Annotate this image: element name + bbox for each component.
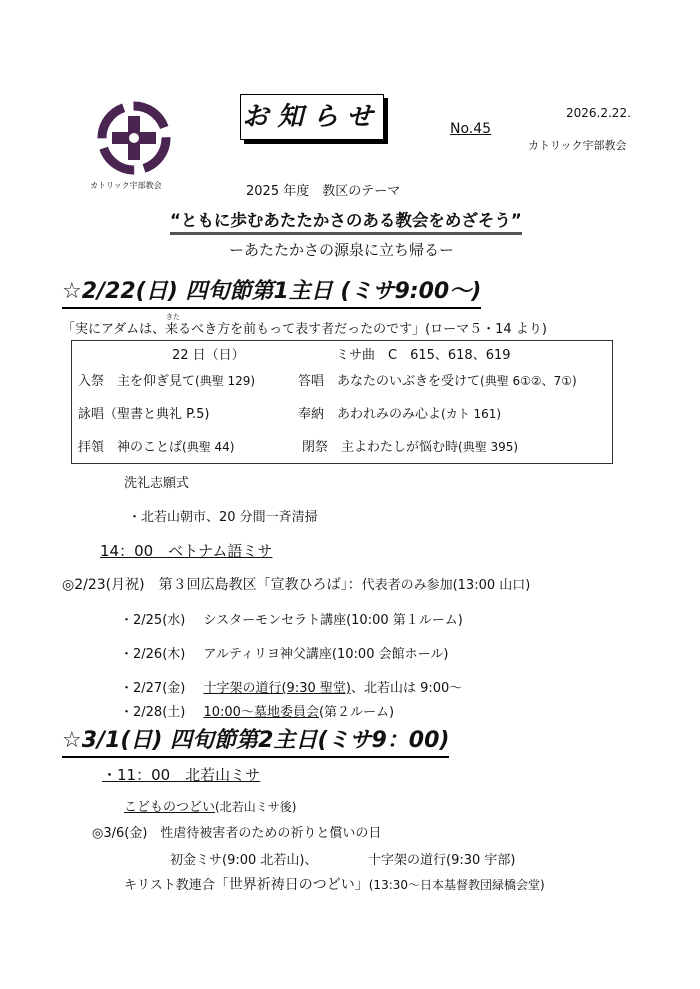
offertory-hymn-label: 奉納 あわれみのみ心よ bbox=[298, 407, 442, 422]
recessional-hymn-ref: (典聖 395) bbox=[458, 440, 519, 454]
event-0223 bbox=[62, 574, 530, 594]
kids-gathering bbox=[124, 796, 296, 815]
entrance-hymn-ref: (典聖 129) bbox=[195, 374, 256, 388]
event-0227-extra: 、北若山は 9:00～ bbox=[350, 681, 463, 696]
event-0228-extra: (第２ルーム) bbox=[318, 705, 395, 720]
world-prayer-day bbox=[124, 874, 545, 894]
response-hymn bbox=[298, 370, 577, 389]
cleaning-notice: ・北若山朝市、20 分間一斉清掃 bbox=[128, 510, 318, 525]
response-hymn-label: 答唱 あなたのいぶきを受けて bbox=[298, 374, 481, 389]
issue-number: No.45 bbox=[450, 121, 492, 137]
logo-caption: カトリック宇部教会 bbox=[90, 181, 162, 190]
event-0226-date: ・2/26(木) bbox=[120, 647, 186, 662]
event-0227 bbox=[120, 677, 462, 696]
church-logo bbox=[84, 98, 184, 194]
stations-of-cross: 十字架の道行(9:30 宇部) bbox=[368, 853, 516, 868]
event-0227-text: 十字架の道行(9:30 聖堂) bbox=[203, 681, 351, 696]
event-0226-text: アルティリヨ神父講座(10:00 会館ホール) bbox=[203, 647, 449, 662]
event-0228-text: 10:00～墓地委員会 bbox=[203, 705, 319, 720]
event-0225-date: ・2/25(水) bbox=[120, 613, 186, 628]
event-0306: ◎3/6(金) 性虐待被害者のための祈りと償いの日 bbox=[92, 826, 382, 841]
vietnamese-mass: 14：00 ベトナム語ミサ bbox=[100, 542, 273, 560]
event-0226 bbox=[120, 643, 448, 662]
chant: 詠唱（聖書と典礼 P.5) bbox=[78, 407, 210, 422]
recessional-hymn bbox=[302, 436, 518, 455]
offertory-hymn-ref: (カト 161) bbox=[441, 407, 502, 421]
event-0223-note: 代表者のみ参加(13:00 山口) bbox=[361, 578, 531, 593]
world-prayer-main: 「世界祈祷日のつどい」 bbox=[214, 877, 369, 893]
sunday-heading-0301: ☆3/1(日) 四旬節第2主日(ミサ9：00) bbox=[62, 723, 449, 758]
sunday-heading-0222: ☆2/22(日) 四旬節第1主日 (ミサ9:00～) bbox=[62, 274, 481, 309]
theme-sub: ーあたたかさの源泉に立ち帰るー bbox=[229, 241, 455, 259]
communion-hymn-ref: (典聖 44) bbox=[182, 440, 235, 454]
kids-gathering-note: (北若山ミサ後) bbox=[215, 800, 297, 814]
mass-setting: ミサ曲 C 615、618、619 bbox=[336, 348, 511, 363]
communion-hymn bbox=[78, 436, 234, 455]
response-hymn-ref: (典聖 6①②、7①) bbox=[480, 374, 577, 388]
kitawakayama-mass: ・11：00 北若山ミサ bbox=[102, 766, 261, 784]
recessional-hymn-label: 閉祭 主よわたしが悩む時 bbox=[302, 440, 459, 455]
issue-date: 2026.2.22. bbox=[566, 106, 631, 120]
kids-gathering-label: こどものつどい bbox=[124, 800, 216, 815]
theme-main: “ともに歩むあたたかさのある教会をめざそう” bbox=[170, 207, 522, 235]
event-0225-text: シスターモンセラト講座(10:00 第１ルーム) bbox=[203, 613, 463, 628]
first-friday-mass: 初金ミサ(9:00 北若山)、 bbox=[170, 853, 318, 868]
communion-hymn-label: 拝領 神のことば bbox=[78, 440, 183, 455]
baptism-rite: 洗礼志願式 bbox=[124, 476, 190, 491]
event-0228-date: ・2/28(土) bbox=[120, 705, 186, 720]
church-name: カトリック宇部教会 bbox=[528, 139, 627, 152]
event-0223-main: ◎2/23(月祝) 第３回広島教区「宣教ひろば」： bbox=[62, 577, 362, 593]
offertory-hymn bbox=[298, 403, 501, 422]
page-title: お知らせ bbox=[240, 94, 384, 140]
entrance-hymn bbox=[78, 370, 255, 389]
event-0227-date: ・2/27(金) bbox=[120, 681, 186, 696]
world-prayer-pre: キリスト教連合 bbox=[124, 878, 215, 893]
table-date: 22 日（日） bbox=[172, 348, 245, 363]
ruby-annotation: きた bbox=[166, 313, 180, 321]
scripture-reading: 「実にアダムは、来るべき方を前もって表す者だったのです」(ローマ５・14 より) bbox=[62, 322, 547, 337]
world-prayer-note: (13:30～日本基督教団緑橋会堂) bbox=[368, 878, 545, 892]
entrance-hymn-label: 入祭 主を仰ぎ見て bbox=[78, 374, 196, 389]
event-0228 bbox=[120, 701, 394, 720]
event-0225 bbox=[120, 609, 463, 628]
theme-year-line: 2025 年度 教区のテーマ bbox=[246, 184, 401, 199]
